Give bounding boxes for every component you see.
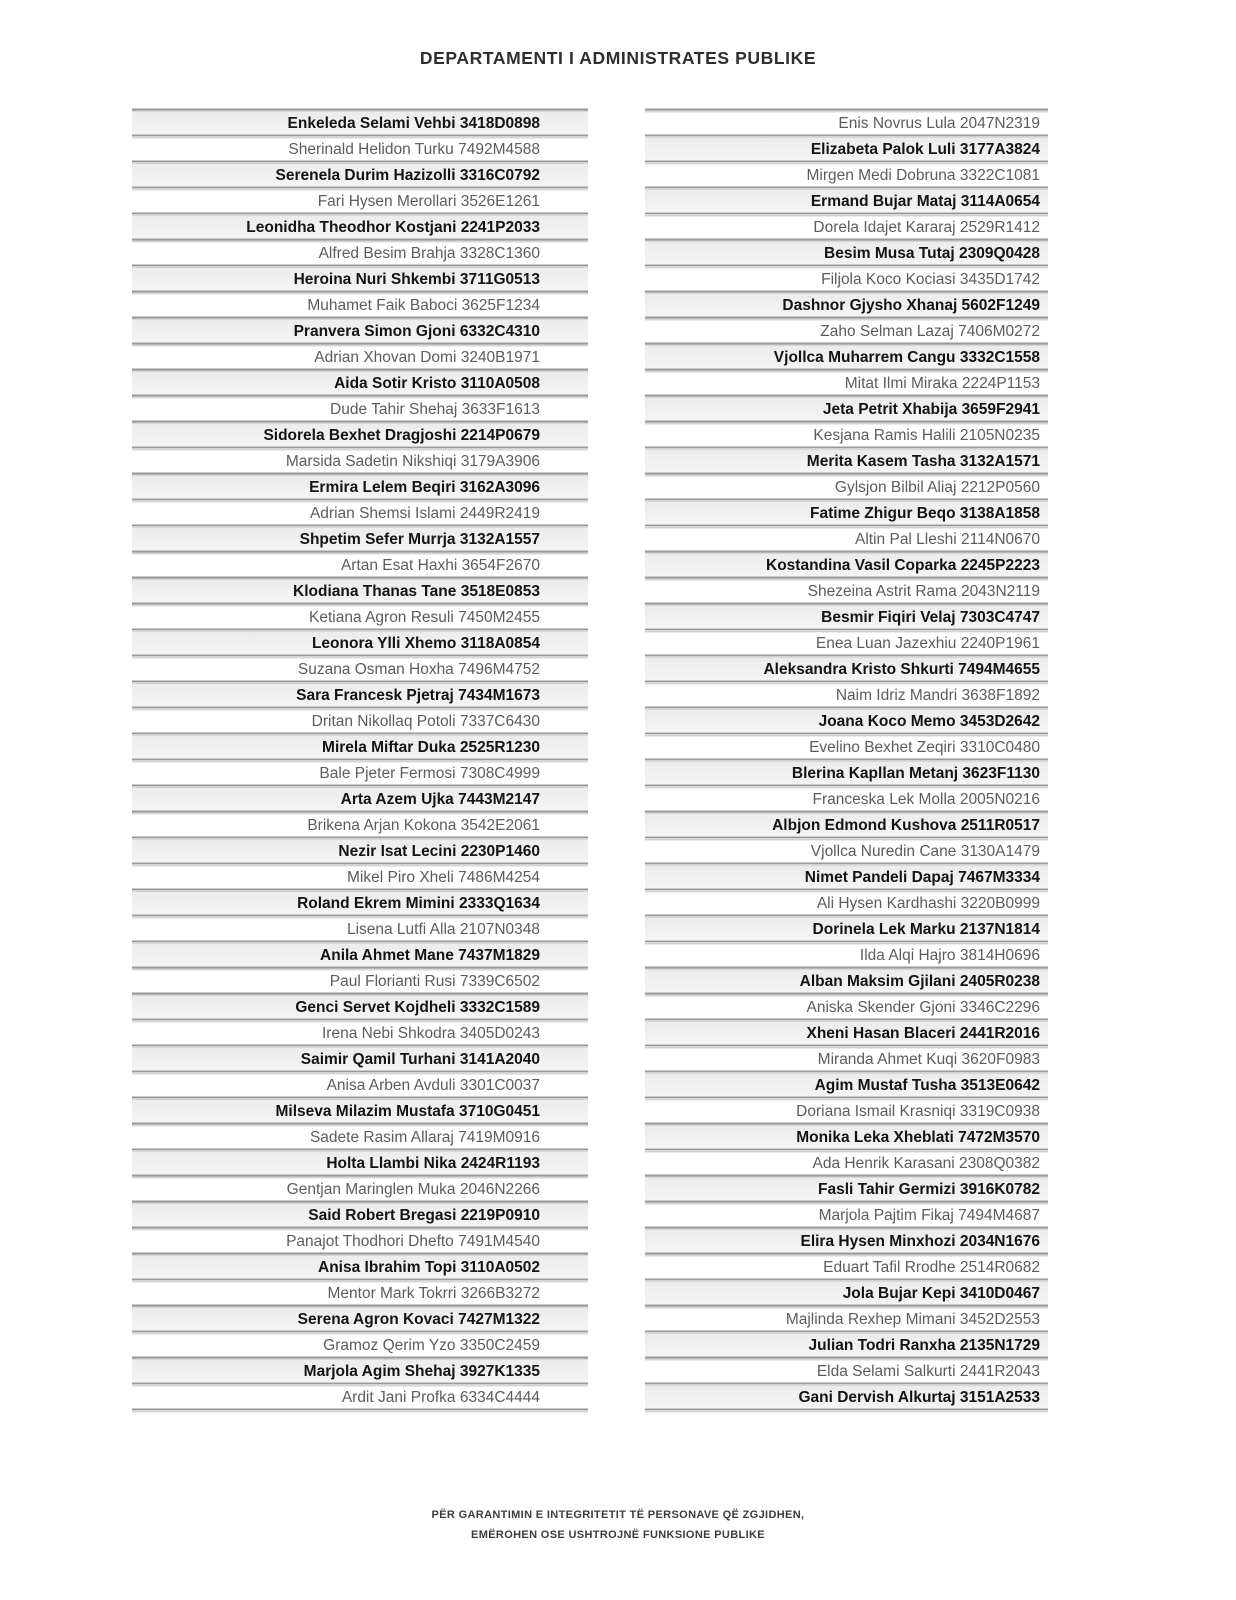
list-item	[645, 399, 1048, 420]
list-item	[132, 1205, 588, 1226]
list-item	[132, 139, 588, 160]
person-entry: Suzana Osman Hoxha 7496M4752	[297, 661, 540, 678]
list-item	[132, 789, 588, 810]
list-item	[132, 1335, 588, 1356]
list-item	[132, 1309, 588, 1330]
list-item	[645, 1361, 1048, 1382]
list-item	[132, 659, 588, 680]
person-entry: Shezeina Astrit Rama 2043N2119	[807, 583, 1040, 600]
list-item	[132, 295, 588, 316]
person-entry: Fari Hysen Merollari 3526E1261	[317, 193, 540, 210]
list-item	[645, 1179, 1048, 1200]
list-item	[645, 919, 1048, 940]
person-entry: Ermira Lelem Beqiri 3162A3096	[309, 479, 540, 496]
person-entry: Marjola Pajtim Fikaj 7494M4687	[818, 1207, 1040, 1224]
person-entry: Adrian Shemsi Islami 2449R2419	[309, 505, 540, 522]
list-item	[132, 971, 588, 992]
person-entry: Pranvera Simon Gjoni 6332C4310	[293, 323, 540, 340]
person-entry: Miranda Ahmet Kuqi 3620F0983	[817, 1051, 1040, 1068]
list-item	[645, 659, 1048, 680]
list-item	[132, 321, 588, 342]
footer-line-2: EMËROHEN OSE USHTROJNË FUNKSIONE PUBLIKE	[471, 1529, 765, 1541]
list-item	[645, 997, 1048, 1018]
list-item	[132, 1127, 588, 1148]
person-entry: Klodiana Thanas Tane 3518E0853	[293, 583, 540, 600]
list-item	[645, 711, 1048, 732]
person-entry: Irena Nebi Shkodra 3405D0243	[321, 1025, 540, 1042]
list-item	[132, 685, 588, 706]
person-entry: Paul Florianti Rusi 7339C6502	[329, 973, 540, 990]
person-entry: Ketiana Agron Resuli 7450M2455	[309, 609, 540, 626]
person-entry: Gylsjon Bilbil Aliaj 2212P0560	[834, 479, 1040, 496]
person-entry: Julian Todri Ranxha 2135N1729	[808, 1337, 1040, 1354]
list-item	[645, 321, 1048, 342]
person-entry: Kesjana Ramis Halili 2105N0235	[813, 427, 1040, 444]
person-entry: Kostandina Vasil Coparka 2245P2223	[766, 557, 1040, 574]
list-item	[645, 867, 1048, 888]
list-item	[645, 1205, 1048, 1226]
list-item	[645, 1257, 1048, 1278]
list-item	[645, 581, 1048, 602]
person-entry: Dude Tahir Shehaj 3633F1613	[330, 401, 540, 418]
person-entry: Gentjan Maringlen Muka 2046N2266	[286, 1181, 540, 1198]
list-item	[132, 1179, 588, 1200]
person-entry: Elizabeta Palok Luli 3177A3824	[810, 141, 1040, 158]
person-entry: Anisa Ibrahim Topi 3110A0502	[318, 1259, 540, 1276]
list-item	[645, 191, 1048, 212]
list-item	[645, 1387, 1048, 1408]
person-entry: Brikena Arjan Kokona 3542E2061	[307, 817, 540, 834]
person-entry: Marjola Agim Shehaj 3927K1335	[303, 1363, 540, 1380]
person-entry: Zaho Selman Lazaj 7406M0272	[820, 323, 1040, 340]
list-item	[132, 841, 588, 862]
list-item	[645, 1231, 1048, 1252]
person-entry: Enkeleda Selami Vehbi 3418D0898	[287, 115, 540, 132]
person-entry: Shpetim Sefer Murrja 3132A1557	[299, 531, 540, 548]
person-entry: Anisa Arben Avduli 3301C0037	[326, 1077, 540, 1094]
person-entry: Fasli Tahir Germizi 3916K0782	[818, 1181, 1040, 1198]
list-item	[132, 607, 588, 628]
person-entry: Jola Bujar Kepi 3410D0467	[842, 1285, 1040, 1302]
person-entry: Muhamet Faik Baboci 3625F1234	[307, 297, 540, 314]
list-item	[132, 529, 588, 550]
person-entry: Dritan Nikollaq Potoli 7337C6430	[311, 713, 540, 730]
person-entry: Vjollca Muharrem Cangu 3332C1558	[773, 349, 1040, 366]
list-item	[132, 1101, 588, 1122]
list-item	[132, 503, 588, 524]
person-entry: Alban Maksim Gjilani 2405R0238	[799, 973, 1040, 990]
list-item	[645, 1127, 1048, 1148]
person-entry: Xheni Hasan Blaceri 2441R2016	[806, 1025, 1040, 1042]
list-item	[132, 581, 588, 602]
person-entry: Majlinda Rexhep Mimani 3452D2553	[785, 1311, 1040, 1328]
list-item	[132, 191, 588, 212]
list-item	[132, 1361, 588, 1382]
person-entry: Franceska Lek Molla 2005N0216	[812, 791, 1040, 808]
list-item	[132, 1153, 588, 1174]
list-item	[132, 555, 588, 576]
person-entry: Blerina Kapllan Metanj 3623F1130	[791, 765, 1040, 782]
list-item	[132, 737, 588, 758]
list-item	[132, 1049, 588, 1070]
person-entry: Saimir Qamil Turhani 3141A2040	[300, 1051, 540, 1068]
list-item	[645, 737, 1048, 758]
list-item	[132, 1075, 588, 1096]
list-item	[645, 1335, 1048, 1356]
list-item	[645, 971, 1048, 992]
list-item	[645, 607, 1048, 628]
list-item	[132, 113, 588, 134]
person-entry: Elira Hysen Minxhozi 2034N1676	[800, 1233, 1040, 1250]
person-entry: Vjollca Nuredin Cane 3130A1479	[810, 843, 1040, 860]
list-item	[132, 1387, 588, 1408]
person-entry: Besim Musa Tutaj 2309Q0428	[824, 245, 1040, 262]
list-item	[132, 919, 588, 940]
list-item	[645, 763, 1048, 784]
person-entry: Serena Agron Kovaci 7427M1322	[297, 1311, 540, 1328]
person-entry: Sadete Rasim Allaraj 7419M0916	[309, 1129, 540, 1146]
list-item	[645, 139, 1048, 160]
person-entry: Ali Hysen Kardhashi 3220B0999	[816, 895, 1040, 912]
person-entry: Ilda Alqi Hajro 3814H0696	[859, 947, 1040, 964]
person-entry: Besmir Fiqiri Velaj 7303C4747	[821, 609, 1040, 626]
row-divider	[645, 1408, 1048, 1413]
person-entry: Aida Sotir Kristo 3110A0508	[334, 375, 540, 392]
person-entry: Aniska Skender Gjoni 3346C2296	[806, 999, 1040, 1016]
person-entry: Naim Idriz Mandri 3638F1892	[835, 687, 1040, 704]
list-item	[132, 477, 588, 498]
person-entry: Bale Pjeter Fermosi 7308C4999	[319, 765, 540, 782]
person-entry: Filjola Koco Kociasi 3435D1742	[821, 271, 1040, 288]
list-item	[645, 503, 1048, 524]
person-entry: Altin Pal Lleshi 2114N0670	[855, 531, 1040, 548]
person-entry: Dashnor Gjysho Xhanaj 5602F1249	[782, 297, 1040, 314]
person-entry: Gani Dervish Alkurtaj 3151A2533	[798, 1389, 1040, 1406]
list-item	[132, 711, 588, 732]
person-entry: Gramoz Qerim Yzo 3350C2459	[323, 1337, 540, 1354]
list-item	[645, 1023, 1048, 1044]
page-footer	[0, 1505, 1236, 1545]
person-entry: Mentor Mark Tokrri 3266B3272	[327, 1285, 540, 1302]
footer-line-1: PËR GARANTIMIN E INTEGRITETIT TË PERSONAVE QË ZGJIDHEN,	[431, 1509, 805, 1521]
list-item	[645, 1049, 1048, 1070]
person-entry: Said Robert Bregasi 2219P0910	[308, 1207, 540, 1224]
person-entry: Sara Francesk Pjetraj 7434M1673	[296, 687, 540, 704]
list-item	[132, 425, 588, 446]
list-item	[132, 243, 588, 264]
person-entry: Joana Koco Memo 3453D2642	[818, 713, 1040, 730]
person-entry: Dorela Idajet Kararaj 2529R1412	[813, 219, 1040, 236]
list-item	[132, 1023, 588, 1044]
person-entry: Anila Ahmet Mane 7437M1829	[320, 947, 540, 964]
list-item	[132, 347, 588, 368]
roster-column-right	[645, 108, 1048, 1413]
list-item	[645, 295, 1048, 316]
list-item	[645, 1309, 1048, 1330]
list-item	[645, 113, 1048, 134]
list-item	[132, 1283, 588, 1304]
person-entry: Marsida Sadetin Nikshiqi 3179A3906	[285, 453, 540, 470]
person-entry: Ada Henrik Karasani 2308Q0382	[812, 1155, 1040, 1172]
list-item	[132, 815, 588, 836]
person-entry: Leonidha Theodhor Kostjani 2241P2033	[246, 219, 540, 236]
list-item	[645, 841, 1048, 862]
person-entry: Leonora Ylli Xhemo 3118A0854	[311, 635, 540, 652]
list-item	[132, 893, 588, 914]
person-entry: Monika Leka Xheblati 7472M3570	[796, 1129, 1040, 1146]
list-item	[645, 1283, 1048, 1304]
person-entry: Mitat Ilmi Miraka 2224P1153	[844, 375, 1040, 392]
list-item	[132, 373, 588, 394]
person-entry: Eduart Tafil Rrodhe 2514R0682	[823, 1259, 1040, 1276]
person-entry: Elda Selami Salkurti 2441R2043	[816, 1363, 1040, 1380]
person-entry: Albjon Edmond Kushova 2511R0517	[772, 817, 1040, 834]
list-item	[132, 945, 588, 966]
person-entry: Holta Llambi Nika 2424R1193	[326, 1155, 540, 1172]
person-entry: Mirgen Medi Dobruna 3322C1081	[806, 167, 1040, 184]
list-item	[645, 815, 1048, 836]
list-item	[645, 217, 1048, 238]
person-entry: Genci Servet Kojdheli 3332C1589	[295, 999, 540, 1016]
person-entry: Agim Mustaf Tusha 3513E0642	[814, 1077, 1040, 1094]
person-entry: Roland Ekrem Mimini 2333Q1634	[297, 895, 540, 912]
list-item	[132, 399, 588, 420]
person-entry: Heroina Nuri Shkembi 3711G0513	[293, 271, 540, 288]
list-item	[132, 997, 588, 1018]
list-item	[132, 217, 588, 238]
person-entry: Lisena Lutfi Alla 2107N0348	[346, 921, 540, 938]
person-entry: Artan Esat Haxhi 3654F2670	[340, 557, 540, 574]
person-entry: Ardit Jani Profka 6334C4444	[341, 1389, 540, 1406]
list-item	[645, 633, 1048, 654]
list-item	[645, 945, 1048, 966]
list-item	[645, 347, 1048, 368]
person-entry: Fatime Zhigur Beqo 3138A1858	[810, 505, 1040, 522]
person-entry: Serenela Durim Hazizolli 3316C0792	[275, 167, 540, 184]
person-entry: Merita Kasem Tasha 3132A1571	[806, 453, 1040, 470]
list-item	[645, 1101, 1048, 1122]
person-entry: Mirela Miftar Duka 2525R1230	[322, 739, 540, 756]
person-entry: Evelino Bexhet Zeqiri 3310C0480	[809, 739, 1040, 756]
person-entry: Sherinald Helidon Turku 7492M4588	[288, 141, 540, 158]
list-item	[645, 477, 1048, 498]
list-item	[645, 893, 1048, 914]
list-item	[132, 165, 588, 186]
person-entry: Sidorela Bexhet Dragjoshi 2214P0679	[263, 427, 540, 444]
person-entry: Adrian Xhovan Domi 3240B1971	[314, 349, 540, 366]
list-item	[132, 867, 588, 888]
list-item	[132, 1231, 588, 1252]
person-entry: Jeta Petrit Xhabija 3659F2941	[822, 401, 1040, 418]
list-item	[645, 685, 1048, 706]
person-entry: Doriana Ismail Krasniqi 3319C0938	[796, 1103, 1040, 1120]
list-item	[645, 529, 1048, 550]
list-item	[645, 269, 1048, 290]
list-item	[645, 1075, 1048, 1096]
list-item	[132, 633, 588, 654]
list-item	[132, 451, 588, 472]
list-item	[645, 425, 1048, 446]
person-entry: Nimet Pandeli Dapaj 7467M3334	[804, 869, 1040, 886]
person-entry: Enis Novrus Lula 2047N2319	[838, 115, 1040, 132]
person-entry: Panajot Thodhori Dhefto 7491M4540	[286, 1233, 540, 1250]
list-item	[645, 1153, 1048, 1174]
list-item	[132, 1257, 588, 1278]
page-title: DEPARTAMENTI I ADMINISTRATES PUBLIKE	[419, 48, 817, 68]
list-item	[645, 789, 1048, 810]
list-item	[645, 243, 1048, 264]
person-entry: Enea Luan Jazexhiu 2240P1961	[815, 635, 1040, 652]
person-entry: Mikel Piro Xheli 7486M4254	[347, 869, 540, 886]
person-entry: Alfred Besim Brahja 3328C1360	[318, 245, 540, 262]
person-entry: Arta Azem Ujka 7443M2147	[340, 791, 540, 808]
list-item	[645, 373, 1048, 394]
list-item	[645, 451, 1048, 472]
person-entry: Ermand Bujar Mataj 3114A0654	[810, 193, 1040, 210]
list-item	[645, 555, 1048, 576]
person-entry: Nezir Isat Lecini 2230P1460	[338, 843, 540, 860]
roster-column-left	[132, 108, 588, 1413]
list-item	[645, 165, 1048, 186]
row-divider	[132, 1408, 588, 1413]
person-entry: Aleksandra Kristo Shkurti 7494M4655	[763, 661, 1040, 678]
person-entry: Dorinela Lek Marku 2137N1814	[812, 921, 1040, 938]
person-entry: Milseva Milazim Mustafa 3710G0451	[275, 1103, 540, 1120]
list-item	[132, 763, 588, 784]
list-item	[132, 269, 588, 290]
